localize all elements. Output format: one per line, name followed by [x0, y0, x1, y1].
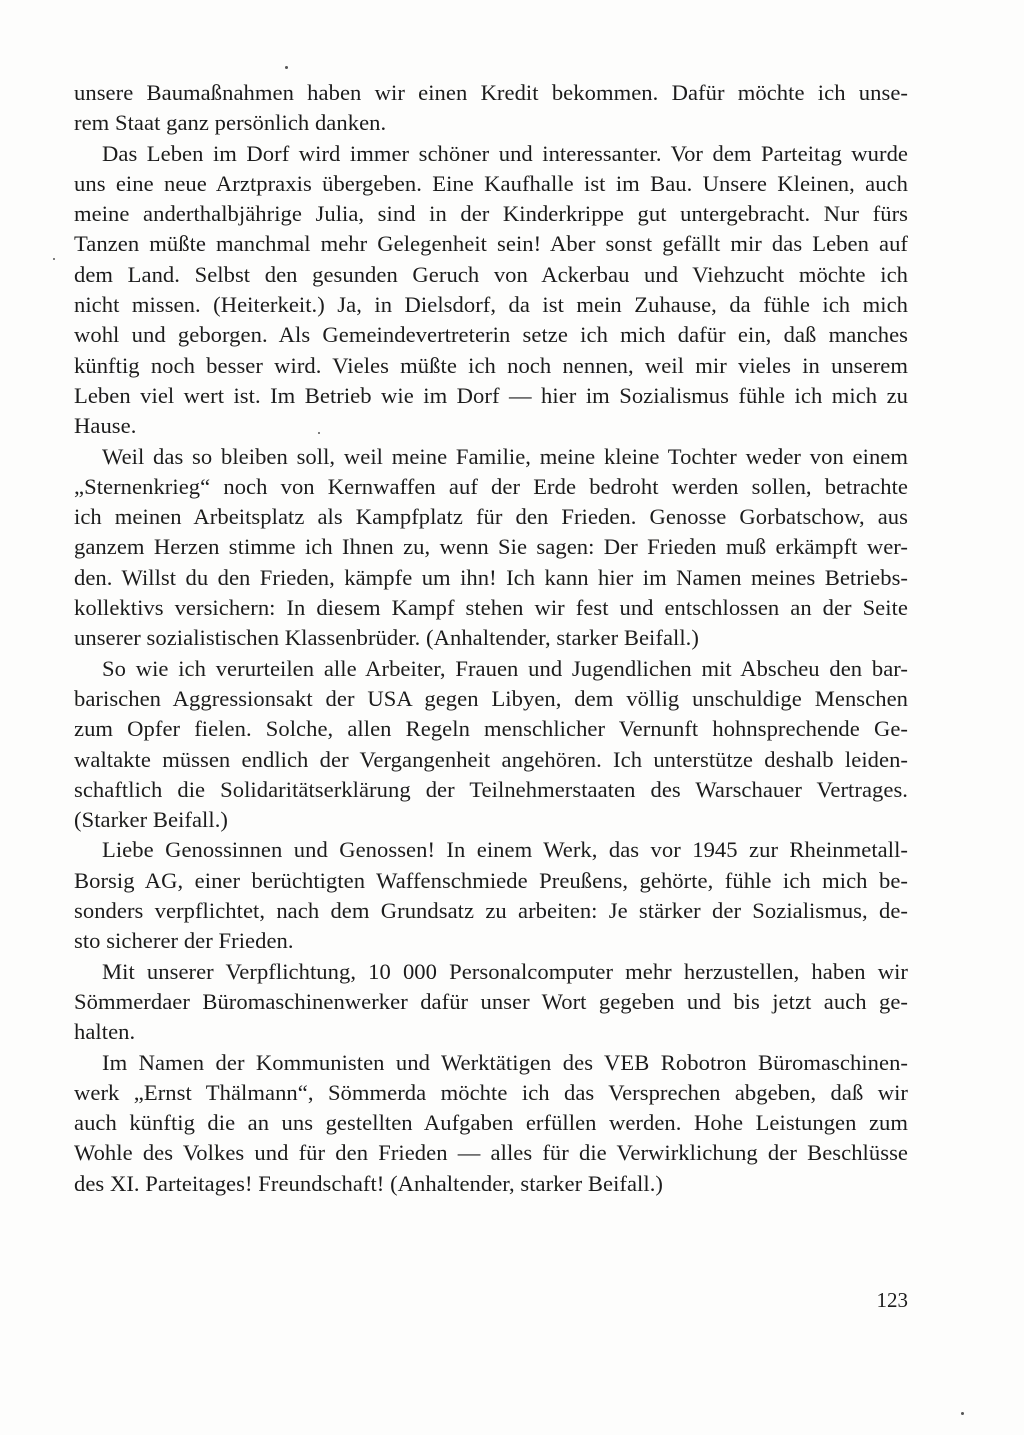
text-line: Wohle des Volkes und für den Frieden — alles für die Verwirklichung der Beschlüsse	[74, 1140, 908, 1166]
text-line: Sömmerdaer Büromaschinenwerker dafür unser Wort gegeben und bis jetzt auch ge-	[74, 988, 908, 1014]
text-line: unserer sozialistischen Klassenbrüder. (Anhaltender, starker Beifall.)	[74, 625, 699, 651]
text-line: Weil das so bleiben soll, weil meine Familie, meine kleine Tochter weder von einem	[102, 443, 908, 469]
text-line: künftig noch besser wird. Vieles müßte ich noch nennen, weil mir vieles in unserem	[74, 352, 908, 378]
text-line: zum Opfer fielen. Solche, allen Regeln menschlicher Vernunft hohnsprechende Ge-	[74, 716, 908, 742]
text-line: Mit unserer Verpflichtung, 10 000 Personalcomputer mehr herzustellen, haben wir	[102, 958, 908, 984]
body-text	[74, 78, 908, 1199]
text-line: meine anderthalbjährige Julia, sind in der Kinderkrippe gut untergebracht. Nur fürs	[74, 201, 908, 227]
text-line: schaftlich die Solidaritätserklärung der Teilnehmerstaaten des Warschauer Vertrages.	[74, 776, 908, 802]
text-line: Hause.	[74, 413, 137, 439]
text-line: unsere Baumaßnahmen haben wir einen Kredit bekommen. Dafür möchte ich unse-	[74, 80, 908, 105]
text-line: wohl und geborgen. Als Gemeindevertreterin setze ich mich dafür ein, daß manches	[74, 322, 908, 348]
scan-speck	[961, 1412, 964, 1415]
text-line: waltakte müssen endlich der Vergangenheit angehören. Ich unterstütze deshalb leiden-	[74, 746, 908, 772]
text-line: nicht missen. (Heiterkeit.) Ja, in Dielsdorf, da ist mein Zuhause, da fühle ich mich	[74, 292, 908, 318]
text-line: den. Willst du den Frieden, kämpfe um ihn! Ich kann hier im Namen meines Betriebs-	[74, 564, 908, 590]
scan-speck	[285, 66, 288, 69]
text-line: ganzem Herzen stimme ich Ihnen zu, wenn Sie sagen: Der Frieden muß erkämpft wer-	[74, 534, 908, 560]
text-line: werk „Ernst Thälmann“, Sömmerda möchte ich das Versprechen abgeben, daß wir	[74, 1079, 908, 1105]
page-number: 123	[876, 1288, 908, 1312]
text-line: rem Staat ganz persönlich danken.	[74, 110, 387, 136]
text-line: So wie ich verurteilen alle Arbeiter, Frauen und Jugendlichen mit Abscheu den bar-	[102, 655, 908, 681]
text-line: uns eine neue Arztpraxis übergeben. Eine Kaufhalle ist im Bau. Unsere Kleinen, auch	[74, 170, 908, 196]
scan-speck	[318, 432, 320, 434]
text-line: Liebe Genossinnen und Genossen! In einem Werk, das vor 1945 zur Rheinmetall-	[102, 837, 908, 863]
text-line: dem Land. Selbst den gesunden Geruch von Ackerbau und Viehzucht möchte ich	[74, 261, 908, 287]
text-line: (Starker Beifall.)	[74, 807, 228, 833]
text-line: ich meinen Arbeitsplatz als Kampfplatz für den Frieden. Genosse Gorbatschow, aus	[74, 504, 908, 530]
text-line: barischen Aggressionsakt der USA gegen Libyen, dem völlig unschuldige Menschen	[74, 685, 908, 711]
text-line: „Sternenkrieg“ noch von Kernwaffen auf der Erde bedroht werden sollen, betrachte	[74, 473, 908, 499]
text-line: kollektivs versichern: In diesem Kampf stehen wir fest und entschlossen an der Seite	[74, 595, 908, 621]
text-line: sonders verpflichtet, nach dem Grundsatz zu arbeiten: Je stärker der Sozialismus, de-	[74, 898, 908, 924]
text-line: Im Namen der Kommunisten und Werktätigen des VEB Robotron Büromaschinen-	[102, 1049, 908, 1075]
text-line: auch künftig die an uns gestellten Aufgaben erfüllen werden. Hohe Leistungen zum	[74, 1110, 908, 1136]
scan-speck	[53, 258, 55, 260]
text-line: sto sicherer der Frieden.	[74, 928, 294, 954]
text-line: Tanzen müßte manchmal mehr Gelegenheit sein! Aber sonst gefällt mir das Leben auf	[74, 231, 908, 257]
text-line: halten.	[74, 1019, 136, 1045]
text-line: Borsig AG, einer berüchtigten Waffenschmiede Preußens, gehörte, fühle ich mich be-	[74, 867, 908, 893]
text-line: Das Leben im Dorf wird immer schöner und interessanter. Vor dem Parteitag wurde	[102, 140, 908, 166]
text-line: des XI. Parteitages! Freundschaft! (Anhaltender, starker Beifall.)	[74, 1170, 663, 1196]
text-line: Leben viel wert ist. Im Betrieb wie im Dorf — hier im Sozialismus fühle ich mich zu	[74, 382, 908, 408]
